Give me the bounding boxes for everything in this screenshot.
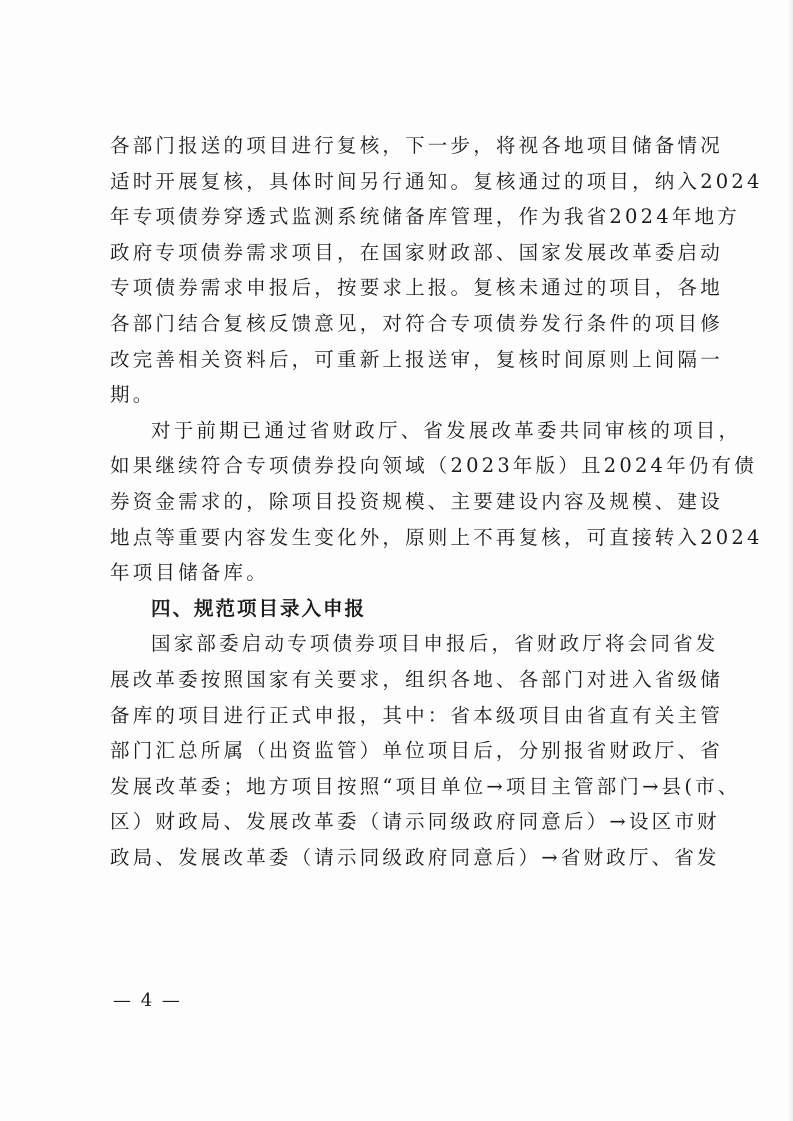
text-line-5: 专项债券需求申报后，按要求上报。复核未通过的项目，各地: [110, 276, 723, 300]
text-line-10: 如果继续符合专项债券投向领域（2023年版）且2024年仍有债: [110, 454, 757, 478]
document-body: [110, 128, 763, 875]
text-line-13: 年项目储备库。: [110, 561, 269, 585]
text-line-8: 期。: [110, 383, 156, 407]
text-line-11: 券资金需求的，除项目投资规模、主要建设内容及规模、建设: [110, 489, 723, 513]
text-line-6: 各部门结合复核反馈意见，对符合专项债券发行条件的项目修: [110, 311, 723, 335]
text-line-15: 国家部委启动专项债券项目申报后，省财政厅将会同省发: [151, 632, 719, 656]
page-number: — 4 —: [113, 990, 182, 1011]
text-line-20: 区）财政局、发展改革委（请示同级政府同意后）→设区市财: [110, 810, 720, 834]
text-line-18: 部门汇总所属（出资监管）单位项目后，分别报省财政厅、省: [110, 739, 723, 763]
text-line-17: 备库的项目进行正式申报，其中：省本级项目由省直有关主管: [110, 703, 723, 727]
text-line-21: 政局、发展改革委（请示同级政府同意后）→省财政厅、省发: [110, 845, 720, 869]
text-line-19: 发展改革委；地方项目按照“项目单位→项目主管部门→县(市、: [110, 774, 741, 798]
scan-edge: [787, 0, 793, 1121]
text-line-12: 地点等重要内容发生变化外，原则上不再复核，可直接转入2024: [110, 525, 763, 549]
text-line-16: 展改革委按照国家有关要求，组织各地、各部门对进入省级储: [110, 667, 723, 691]
text-line-2: 适时开展复核，具体时间另行通知。复核通过的项目，纳入2024: [110, 169, 763, 193]
text-line-1: 各部门报送的项目进行复核，下一步，将视各地项目储备情况: [110, 134, 723, 157]
text-line-7: 改完善相关资料后，可重新上报送审，复核时间原则上间隔一: [110, 347, 723, 371]
section-heading: 四、规范项目录入申报: [151, 596, 367, 620]
text-line-4: 政府专项债券需求项目，在国家财政部、国家发展改革委启动: [110, 240, 723, 264]
text-line-3: 年专项债券穿透式监测系统储备库管理，作为我省2024年地方: [110, 205, 740, 229]
text-line-9: 对于前期已通过省财政厅、省发展改革委共同审核的项目，: [151, 418, 742, 442]
